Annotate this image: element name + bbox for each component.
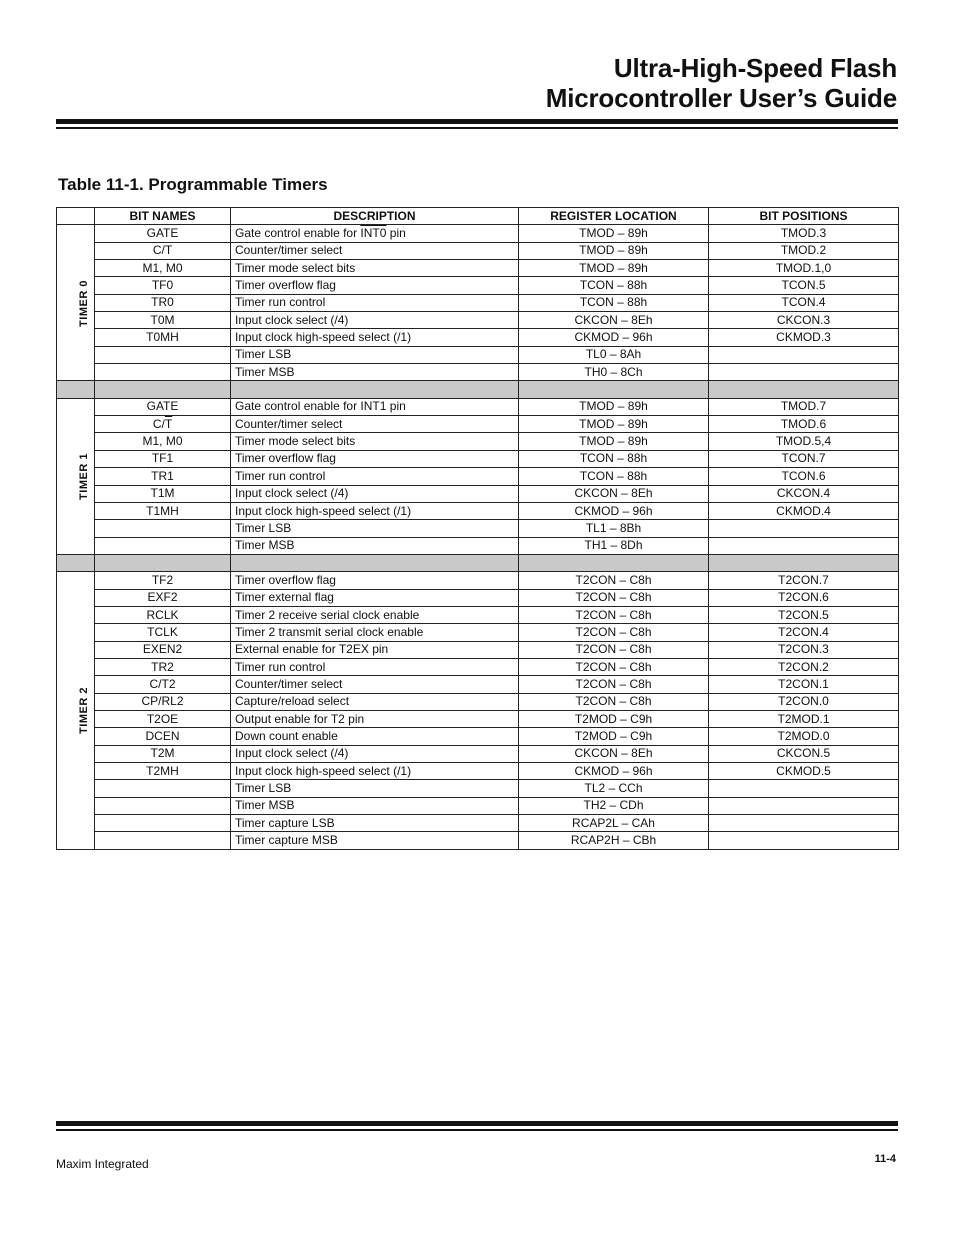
- bit-position-cell: TMOD.7: [709, 398, 899, 415]
- description-cell: [231, 364, 519, 381]
- separator-cell: [57, 381, 95, 398]
- bit-name-cell: [95, 606, 231, 623]
- bit-position-cell: [709, 537, 899, 554]
- bit-name: TCLK: [147, 624, 178, 639]
- footer-company: Maxim Integrated: [56, 1157, 149, 1171]
- programmable-timers-table: [56, 207, 899, 850]
- register-location-cell: TCON – 88h: [519, 277, 709, 294]
- table-row: [57, 468, 899, 485]
- bit-position-cell: TMOD.2: [709, 242, 899, 259]
- table-row: [57, 260, 899, 277]
- table-row: [57, 624, 899, 641]
- table-row: [57, 398, 899, 415]
- bit-name: T2M: [150, 746, 175, 761]
- bit-position-cell: [709, 346, 899, 363]
- bit-name: C/: [152, 243, 165, 258]
- bit-name-cell: [95, 502, 231, 519]
- table-row: [57, 589, 899, 606]
- bit-name-cell: [95, 710, 231, 727]
- header-group-blank: [57, 208, 95, 225]
- bit-position-cell: CKMOD.3: [709, 329, 899, 346]
- description-cell: [231, 433, 519, 450]
- timer-group-cell: [57, 572, 95, 850]
- bit-name-cell: [95, 433, 231, 450]
- description-cell: [231, 502, 519, 519]
- table-row: [57, 433, 899, 450]
- separator-cell: [231, 554, 519, 571]
- bit-position-cell: CKMOD.5: [709, 763, 899, 780]
- separator-cell: [57, 554, 95, 571]
- table-row: [57, 676, 899, 693]
- bit-name-cell: [95, 329, 231, 346]
- description-text: Timer external flag: [235, 590, 334, 605]
- description-text: Counter/timer select: [235, 676, 343, 691]
- bit-name-cell: [95, 797, 231, 814]
- description-cell: [231, 416, 519, 433]
- separator-cell: [709, 554, 899, 571]
- description-overline: INT0: [360, 226, 387, 241]
- register-location-cell: TMOD – 89h: [519, 260, 709, 277]
- table-row: [57, 312, 899, 329]
- register-location-cell: TMOD – 89h: [519, 416, 709, 433]
- description-cell: [231, 468, 519, 485]
- document-title: [546, 53, 897, 113]
- description-cell: [231, 641, 519, 658]
- table-body: [57, 225, 899, 849]
- header-rule-thick: [56, 119, 898, 124]
- bit-position-cell: TMOD.1,0: [709, 260, 899, 277]
- description-cell: [231, 624, 519, 641]
- description-text: Timer capture LSB: [235, 815, 335, 830]
- bit-name: T0M: [150, 312, 175, 327]
- separator-cell: [95, 381, 231, 398]
- bit-name-cell: [95, 312, 231, 329]
- table-row: [57, 763, 899, 780]
- description-text: Timer MSB: [235, 364, 295, 379]
- bit-name: T1MH: [146, 503, 179, 518]
- table-row: [57, 745, 899, 762]
- separator-cell: [519, 381, 709, 398]
- table-title: Table 11-1. Programmable Timers: [58, 175, 328, 194]
- bit-position-cell: TCON.4: [709, 294, 899, 311]
- description-text: Counter/timer select: [235, 416, 343, 431]
- description-text: Output enable for T2 pin: [235, 711, 365, 726]
- bit-name: TF1: [151, 451, 174, 466]
- bit-name: TR2: [151, 659, 174, 674]
- description-text: Timer run control: [235, 659, 326, 674]
- description-overline: INT1: [360, 399, 387, 414]
- description-text: Timer LSB: [235, 781, 292, 796]
- register-location-cell: T2CON – C8h: [519, 676, 709, 693]
- bit-name: RCLK: [146, 607, 179, 622]
- bit-name-cell: [95, 658, 231, 675]
- register-location-cell: RCAP2L – CAh: [519, 815, 709, 832]
- register-location-cell: TMOD – 89h: [519, 433, 709, 450]
- description-cell: [231, 329, 519, 346]
- title-line-2: Microcontroller User’s Guide: [545, 83, 897, 113]
- bit-name-cell: [95, 815, 231, 832]
- bit-name: T2OE: [146, 711, 179, 726]
- description-cell: [231, 676, 519, 693]
- description-cell: [231, 277, 519, 294]
- description-cell: [231, 780, 519, 797]
- footer-page-number: 11-4: [874, 1153, 896, 1165]
- register-location-cell: CKMOD – 96h: [519, 763, 709, 780]
- description-cell: [231, 572, 519, 589]
- description-text: Input clock select (/4): [235, 486, 349, 501]
- bit-name: M1, M0: [142, 260, 183, 275]
- table-row: [57, 815, 899, 832]
- table-row: [57, 277, 899, 294]
- description-text: Timer LSB: [235, 347, 292, 362]
- register-location-cell: T2CON – C8h: [519, 572, 709, 589]
- bit-name-cell: [95, 398, 231, 415]
- bit-name-cell: [95, 520, 231, 537]
- bit-position-cell: T2MOD.1: [709, 710, 899, 727]
- bit-name-overline: $\overline{T}$: [164, 416, 173, 431]
- description-text: Input clock high-speed select (/1): [235, 503, 412, 518]
- bit-position-cell: CKMOD.4: [709, 502, 899, 519]
- header-rule-thin: [56, 127, 898, 129]
- table-row: [57, 329, 899, 346]
- description-text: Timer overflow flag: [235, 278, 336, 293]
- description-text: Down count enable: [235, 728, 338, 743]
- table-row: [57, 780, 899, 797]
- bit-name-cell: [95, 780, 231, 797]
- bit-name-cell: [95, 242, 231, 259]
- bit-name-overline: $\overline{T}$: [164, 243, 173, 258]
- bit-name-cell: [95, 416, 231, 433]
- group-separator-row: [57, 554, 899, 571]
- bit-name: T2MH: [146, 763, 179, 778]
- separator-cell: [519, 554, 709, 571]
- table-row: [57, 364, 899, 381]
- bit-position-cell: TCON.6: [709, 468, 899, 485]
- register-location-cell: T2CON – C8h: [519, 693, 709, 710]
- bit-name: C/T2: [149, 676, 176, 691]
- table-row: [57, 832, 899, 849]
- bit-position-cell: [709, 815, 899, 832]
- bit-position-cell: T2CON.7: [709, 572, 899, 589]
- bit-name-cell: [95, 468, 231, 485]
- bit-name: EXF2: [147, 590, 178, 605]
- description-cell: [231, 606, 519, 623]
- register-location-cell: T2CON – C8h: [519, 641, 709, 658]
- table-row: [57, 797, 899, 814]
- table-row: [57, 294, 899, 311]
- description-text: Input clock high-speed select (/1): [235, 763, 412, 778]
- description-text: Timer MSB: [235, 538, 295, 553]
- description-cell: [231, 225, 519, 242]
- register-location-cell: CKMOD – 96h: [519, 329, 709, 346]
- description-cell: [231, 312, 519, 329]
- description-cell: [231, 589, 519, 606]
- bit-name: TF0: [151, 278, 174, 293]
- description-text: Timer LSB: [235, 520, 292, 535]
- bit-name: EXEN2: [142, 642, 183, 657]
- bit-name: TR0: [151, 295, 174, 310]
- bit-position-cell: T2CON.1: [709, 676, 899, 693]
- header-description: DESCRIPTION: [231, 208, 519, 225]
- description-text: Timer mode select bits: [235, 434, 356, 449]
- description-cell: [231, 346, 519, 363]
- bit-name-cell: [95, 624, 231, 641]
- description-cell: [231, 763, 519, 780]
- bit-name-cell: [95, 485, 231, 502]
- bit-position-cell: T2CON.4: [709, 624, 899, 641]
- register-location-cell: TL0 – 8Ah: [519, 346, 709, 363]
- description-text: Gate control enable for: [235, 399, 361, 414]
- register-location-cell: CKCON – 8Eh: [519, 745, 709, 762]
- footer-rule-thick: [56, 1121, 898, 1126]
- bit-position-cell: [709, 780, 899, 797]
- table-header-row: [57, 208, 899, 225]
- separator-cell: [709, 381, 899, 398]
- bit-name: GATE: [146, 399, 179, 414]
- description-text: Timer 2 receive serial clock enable: [235, 607, 420, 622]
- description-cell: [231, 693, 519, 710]
- timer-group-cell: [57, 398, 95, 554]
- bit-name: T0MH: [146, 330, 179, 345]
- bit-name-cell: [95, 225, 231, 242]
- description-cell: [231, 815, 519, 832]
- bit-position-cell: CKCON.5: [709, 745, 899, 762]
- bit-name-cell: [95, 763, 231, 780]
- bit-position-cell: CKCON.4: [709, 485, 899, 502]
- bit-name-cell: [95, 745, 231, 762]
- bit-position-cell: [709, 832, 899, 849]
- table-row: [57, 728, 899, 745]
- description-cell: [231, 520, 519, 537]
- table-row: [57, 485, 899, 502]
- timer-group-label: TIMER 1: [77, 453, 90, 501]
- description-text: Timer capture MSB: [235, 833, 338, 848]
- register-location-cell: TH2 – CDh: [519, 797, 709, 814]
- table-row: [57, 225, 899, 242]
- bit-name-cell: [95, 693, 231, 710]
- table-row: [57, 450, 899, 467]
- description-cell: [231, 294, 519, 311]
- table-row: [57, 641, 899, 658]
- bit-position-cell: [709, 797, 899, 814]
- bit-position-cell: T2CON.5: [709, 606, 899, 623]
- table-row: [57, 242, 899, 259]
- register-location-cell: TCON – 88h: [519, 294, 709, 311]
- bit-name-cell: [95, 728, 231, 745]
- bit-name-cell: [95, 450, 231, 467]
- table-row: [57, 346, 899, 363]
- register-location-cell: T2CON – C8h: [519, 624, 709, 641]
- bit-name-cell: [95, 364, 231, 381]
- register-location-cell: TMOD – 89h: [519, 242, 709, 259]
- table-row: [57, 658, 899, 675]
- title-line-1: Ultra-High-Speed Flash: [613, 53, 897, 83]
- table-row: [57, 520, 899, 537]
- bit-position-cell: T2CON.6: [709, 589, 899, 606]
- description-text: Timer run control: [235, 468, 326, 483]
- description-cell: [231, 242, 519, 259]
- table-row: [57, 537, 899, 554]
- register-location-cell: T2CON – C8h: [519, 658, 709, 675]
- description-text: Capture/reload select: [235, 694, 350, 709]
- table-row: [57, 710, 899, 727]
- bit-name-cell: [95, 572, 231, 589]
- register-location-cell: TL2 – CCh: [519, 780, 709, 797]
- bit-name-cell: [95, 832, 231, 849]
- register-location-cell: TMOD – 89h: [519, 398, 709, 415]
- bit-name: GATE: [146, 226, 179, 241]
- timer-group-cell: [57, 225, 95, 381]
- register-location-cell: TMOD – 89h: [519, 225, 709, 242]
- bit-position-cell: T2CON.3: [709, 641, 899, 658]
- description-cell: [231, 260, 519, 277]
- register-location-cell: CKCON – 8Eh: [519, 485, 709, 502]
- description-cell: [231, 658, 519, 675]
- description-text: Timer overflow flag: [235, 572, 336, 587]
- header-bit-names: BIT NAMES: [95, 208, 231, 225]
- description-suffix: pin: [386, 399, 406, 414]
- bit-name: DCEN: [145, 728, 180, 743]
- bit-name: TF2: [151, 572, 174, 587]
- bit-name: M1, M0: [142, 434, 183, 449]
- table-row: [57, 416, 899, 433]
- table-row: [57, 693, 899, 710]
- bit-position-cell: T2CON.0: [709, 693, 899, 710]
- description-cell: [231, 398, 519, 415]
- description-text: External enable for T2EX pin: [235, 642, 389, 657]
- bit-position-cell: CKCON.3: [709, 312, 899, 329]
- description-text: Input clock high-speed select (/1): [235, 330, 412, 345]
- description-cell: [231, 710, 519, 727]
- bit-name: C/: [152, 416, 165, 431]
- bit-name: CP/RL2: [141, 694, 184, 709]
- register-location-cell: RCAP2H – CBh: [519, 832, 709, 849]
- bit-position-cell: TMOD.6: [709, 416, 899, 433]
- register-location-cell: TCON – 88h: [519, 468, 709, 485]
- description-text: Counter/timer select: [235, 243, 343, 258]
- description-cell: [231, 537, 519, 554]
- bit-name-cell: [95, 641, 231, 658]
- header-bit-positions: BIT POSITIONS: [709, 208, 899, 225]
- register-location-cell: T2CON – C8h: [519, 606, 709, 623]
- description-text: Input clock select (/4): [235, 312, 349, 327]
- register-location-cell: TH1 – 8Dh: [519, 537, 709, 554]
- table-row: [57, 572, 899, 589]
- bit-position-cell: T2MOD.0: [709, 728, 899, 745]
- bit-name: TR1: [151, 468, 174, 483]
- bit-position-cell: TCON.7: [709, 450, 899, 467]
- description-cell: [231, 485, 519, 502]
- separator-cell: [231, 381, 519, 398]
- table-row: [57, 606, 899, 623]
- bit-position-cell: [709, 520, 899, 537]
- register-location-cell: TCON – 88h: [519, 450, 709, 467]
- timer-group-label: TIMER 2: [77, 687, 90, 735]
- description-text: Timer run control: [235, 295, 326, 310]
- bit-position-cell: TMOD.5,4: [709, 433, 899, 450]
- bit-name-cell: [95, 589, 231, 606]
- register-location-cell: T2MOD – C9h: [519, 728, 709, 745]
- timer-group-label: TIMER 0: [77, 279, 90, 327]
- group-separator-row: [57, 381, 899, 398]
- bit-name-cell: [95, 260, 231, 277]
- bit-name-cell: [95, 294, 231, 311]
- header-register-location: REGISTER LOCATION: [519, 208, 709, 225]
- table-row: [57, 502, 899, 519]
- description-cell: [231, 832, 519, 849]
- register-location-cell: TL1 – 8Bh: [519, 520, 709, 537]
- description-cell: [231, 728, 519, 745]
- description-suffix: pin: [386, 226, 406, 241]
- bit-position-cell: T2CON.2: [709, 658, 899, 675]
- bit-position-cell: TCON.5: [709, 277, 899, 294]
- description-text: Timer mode select bits: [235, 260, 356, 275]
- bit-name-cell: [95, 346, 231, 363]
- register-location-cell: CKMOD – 96h: [519, 502, 709, 519]
- footer-rule-thin: [56, 1129, 898, 1131]
- description-text: Timer MSB: [235, 798, 295, 813]
- description-cell: [231, 797, 519, 814]
- description-text: Gate control enable for: [235, 226, 361, 241]
- bit-name-cell: [95, 676, 231, 693]
- description-text: Timer 2 transmit serial clock enable: [235, 624, 424, 639]
- bit-name-cell: [95, 537, 231, 554]
- bit-position-cell: TMOD.3: [709, 225, 899, 242]
- bit-position-cell: [709, 364, 899, 381]
- register-location-cell: CKCON – 8Eh: [519, 312, 709, 329]
- register-location-cell: T2MOD – C9h: [519, 710, 709, 727]
- separator-cell: [95, 554, 231, 571]
- description-text: Input clock select (/4): [235, 746, 349, 761]
- bit-name-cell: [95, 277, 231, 294]
- description-cell: [231, 450, 519, 467]
- bit-name: T1M: [150, 486, 175, 501]
- register-location-cell: T2CON – C8h: [519, 589, 709, 606]
- register-location-cell: TH0 – 8Ch: [519, 364, 709, 381]
- description-cell: [231, 745, 519, 762]
- description-text: Timer overflow flag: [235, 451, 336, 466]
